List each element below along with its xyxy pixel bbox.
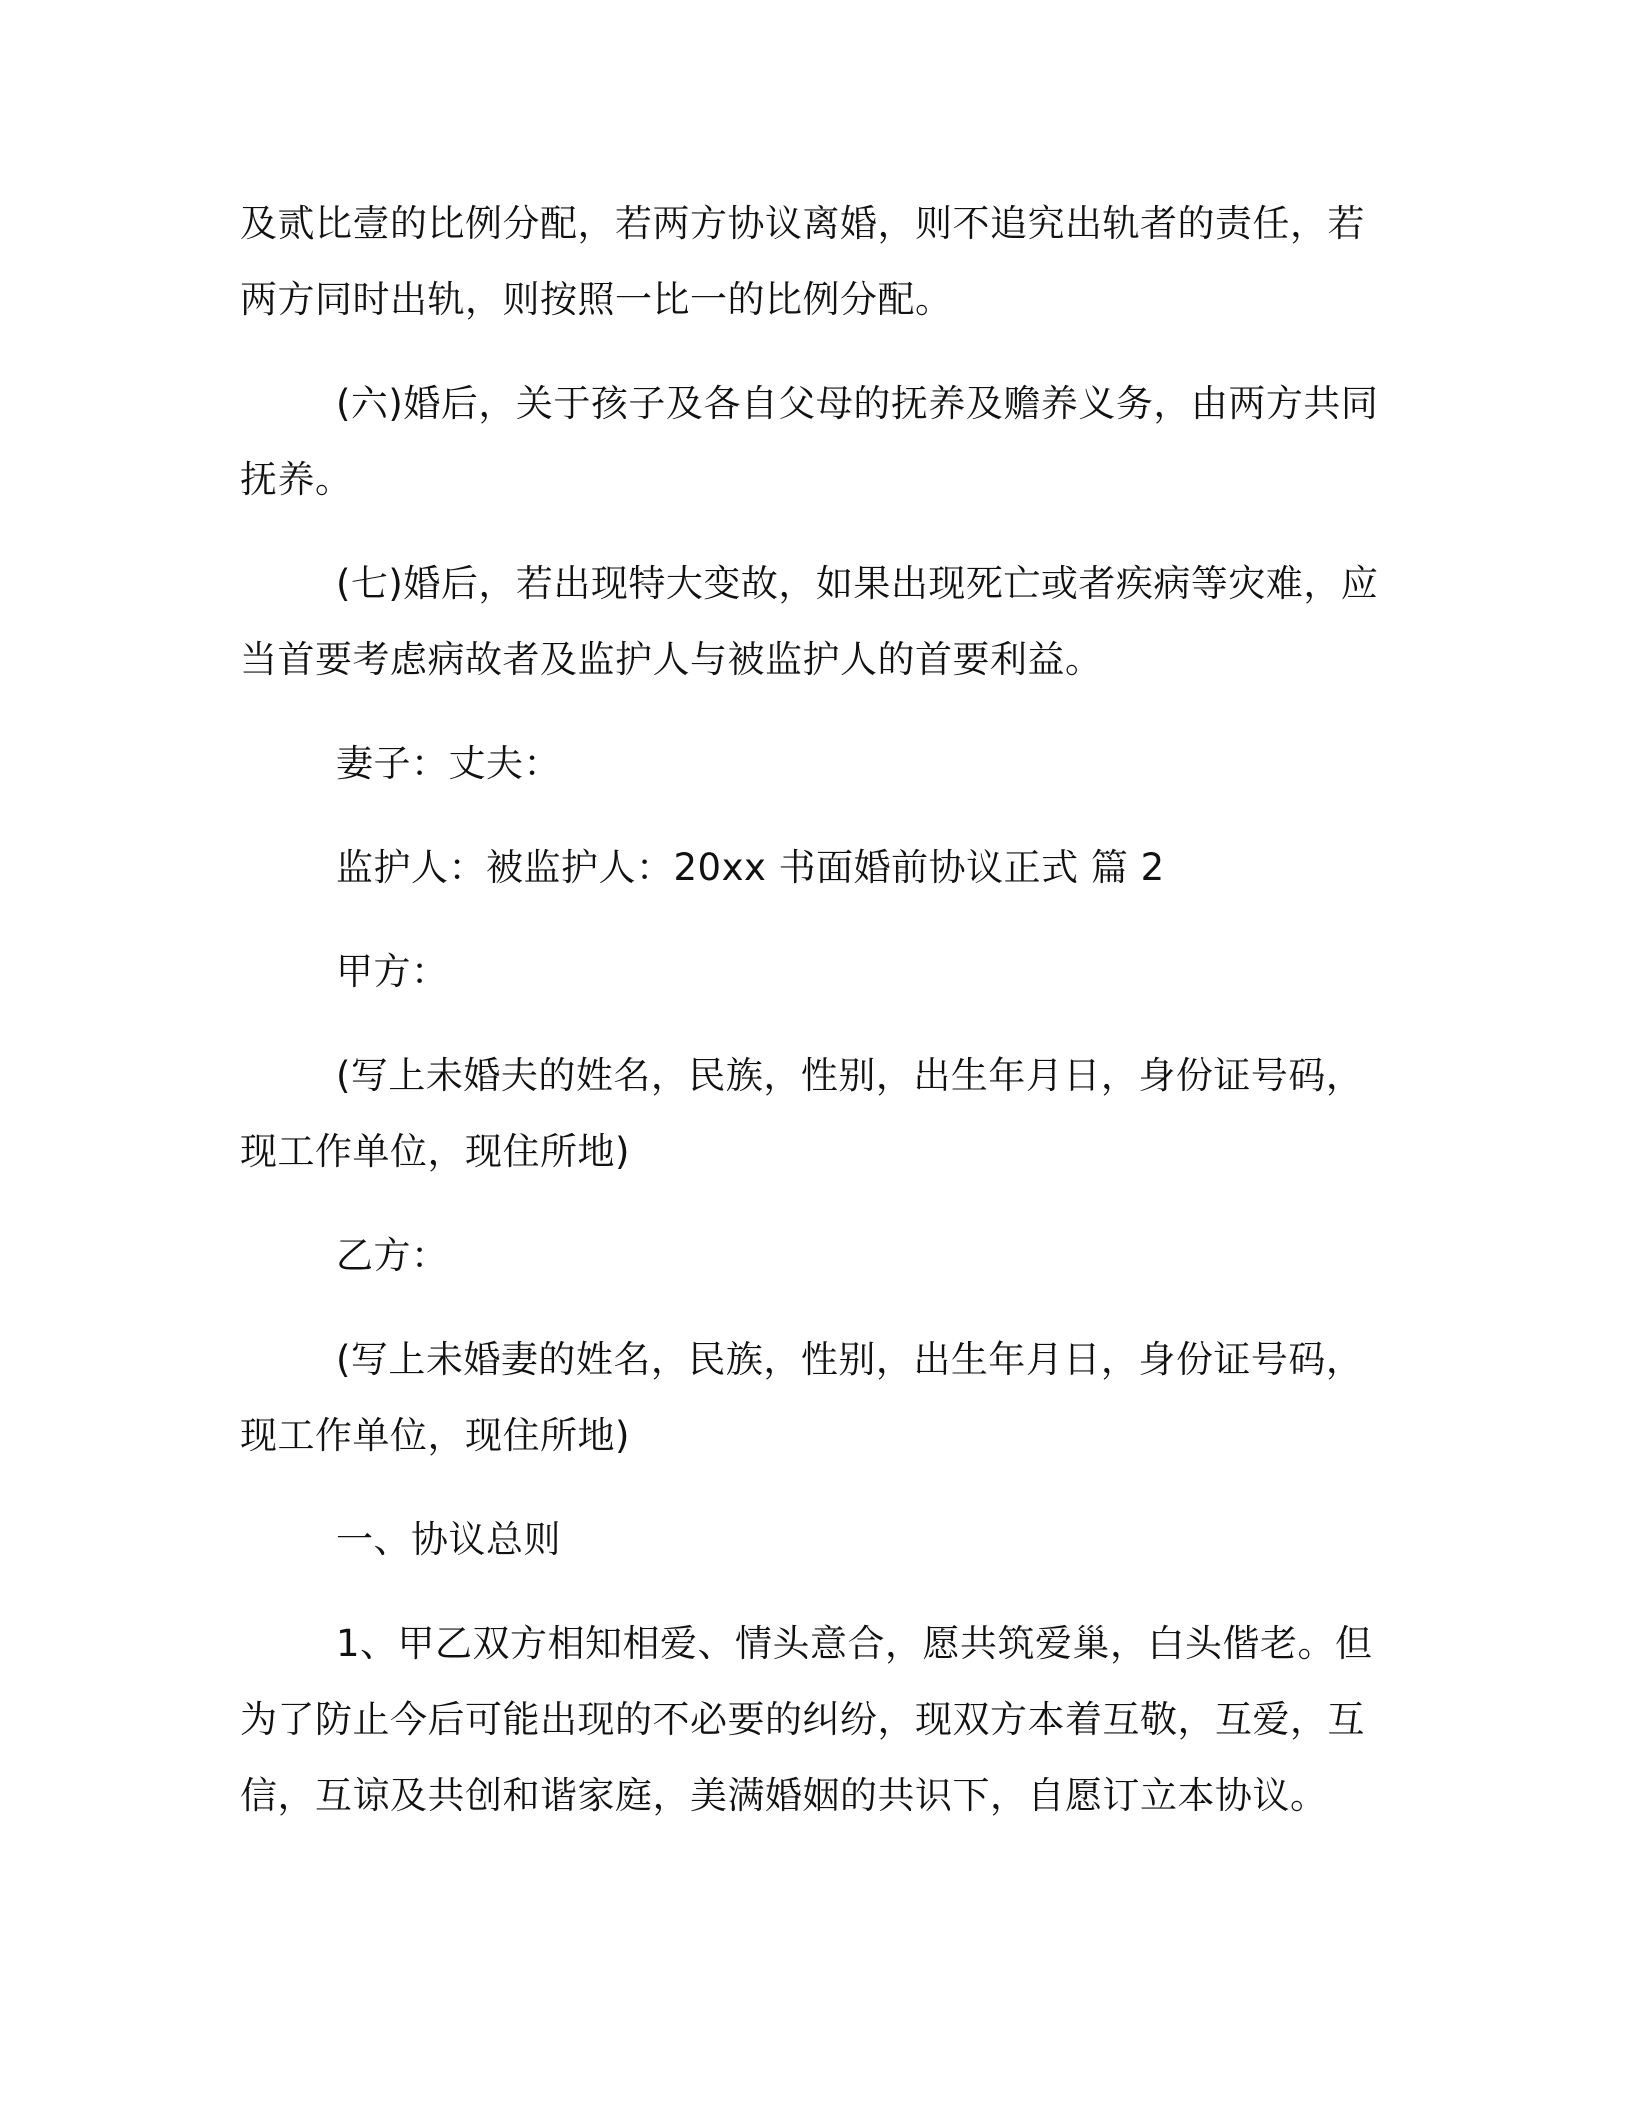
paragraph-continued-clause [240, 186, 1380, 338]
text-line: 及贰比壹的比例分配，若两方协议离婚，则不追究出轨者的责任，若 [240, 202, 1365, 245]
text-line: 监护人：被监护人：20xx 书面婚前协议正式 篇 2 [336, 846, 1165, 889]
paragraph-clause-6 [240, 366, 1380, 518]
text-line: (六)婚后，关于孩子及各自父母的抚养及赡养义务，由两方共同 [336, 382, 1379, 425]
document-page [240, 186, 1380, 1862]
text-line: 现工作单位，现住所地) [240, 1414, 630, 1457]
paragraph-signature-guardians [240, 830, 1380, 906]
text-line: (写上未婚妻的姓名，民族，性别，出生年月日，身份证号码， [336, 1338, 1364, 1381]
section-heading: 一、协议总则 [336, 1518, 561, 1561]
paragraph-party-a-info [240, 1038, 1380, 1190]
paragraph-signature-spouses [240, 726, 1380, 802]
paragraph-clause-7 [240, 546, 1380, 698]
text-line: 甲方： [336, 950, 449, 993]
paragraph-party-a-label [240, 934, 1380, 1010]
paragraph-section-1-heading [240, 1502, 1380, 1578]
text-line: (写上未婚夫的姓名，民族，性别，出生年月日，身份证号码， [336, 1054, 1364, 1097]
text-line: 信，互谅及共创和谐家庭，美满婚姻的共识下，自愿订立本协议。 [240, 1774, 1328, 1817]
paragraph-party-b-label [240, 1218, 1380, 1294]
paragraph-party-b-info [240, 1322, 1380, 1474]
text-line: 两方同时出轨，则按照一比一的比例分配。 [240, 278, 953, 321]
text-line: 抚养。 [240, 458, 353, 501]
text-line: 为了防止今后可能出现的不必要的纠纷，现双方本着互敬，互爱，互 [240, 1698, 1365, 1741]
text-line: 当首要考虑病故者及监护人与被监护人的首要利益。 [240, 638, 1103, 681]
text-line: 妻子：丈夫： [336, 742, 561, 785]
text-line: (七)婚后，若出现特大变故，如果出现死亡或者疾病等灾难，应 [336, 562, 1379, 605]
paragraph-section-1-item-1 [240, 1606, 1380, 1834]
text-line: 现工作单位，现住所地) [240, 1130, 630, 1173]
text-line: 1、甲乙双方相知相爱、情头意合，愿共筑爱巢，白头偕老。但 [336, 1622, 1373, 1665]
text-line: 乙方： [336, 1234, 449, 1277]
